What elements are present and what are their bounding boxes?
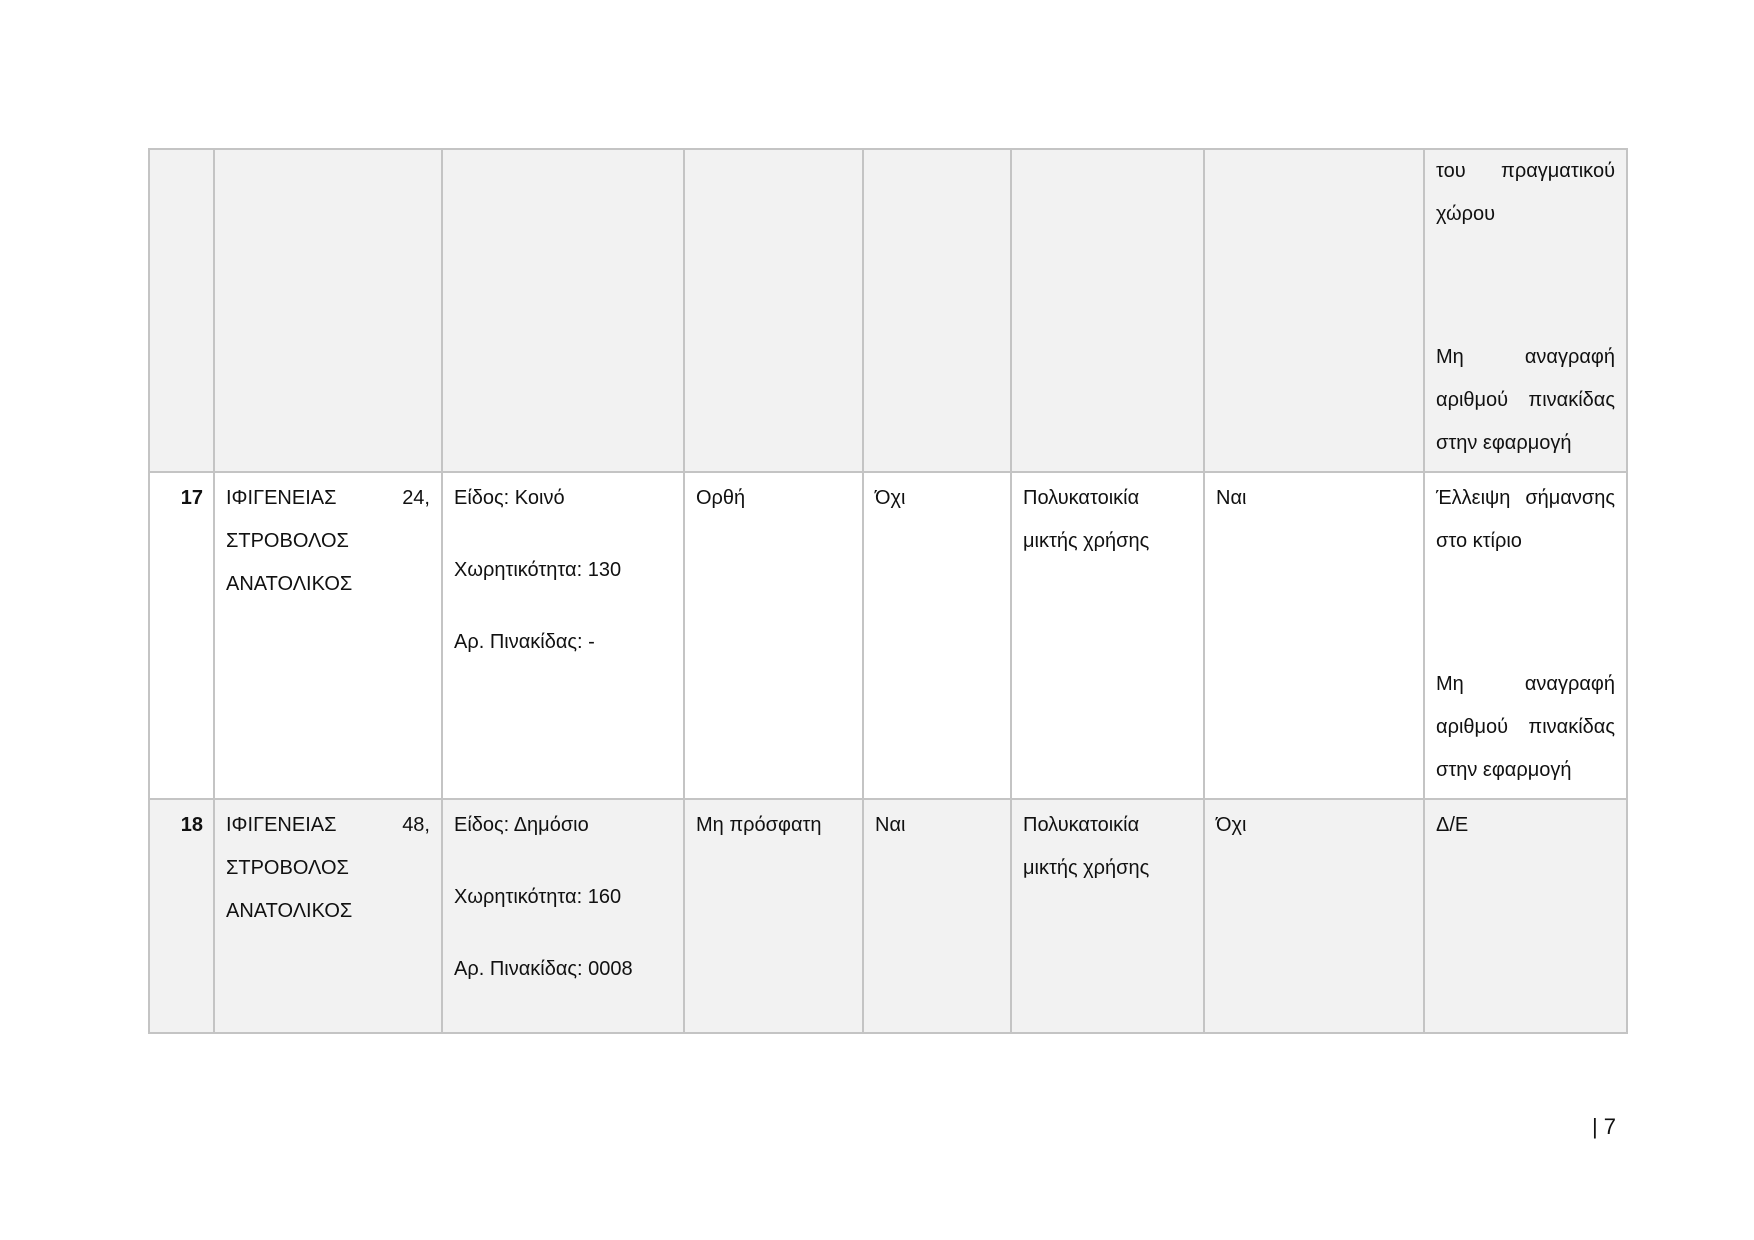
row-number-cell: 18 [149, 799, 214, 1033]
detail-plate: Αρ. Πινακίδας: - [454, 631, 595, 653]
yesno2-cell: Όχι [1204, 799, 1424, 1033]
yesno2-cell: Ναι [1204, 472, 1424, 799]
table-row [149, 799, 1627, 1033]
address-street: ΙΦΙΓΕΝΕΙΑΣ [226, 487, 337, 509]
yesno1-cell: Ναι [863, 799, 1011, 1033]
data-table [148, 148, 1628, 1034]
remark-text: Δ/Ε [1436, 814, 1469, 836]
address-line: ΣΤΡΟΒΟΛΟΣ [226, 530, 349, 552]
page-number: | 7 [1591, 1114, 1616, 1139]
address-cell [214, 472, 442, 799]
address-line: ΑΝΑΤΟΛΙΚΟΣ [226, 573, 353, 595]
remarks-cell [1424, 799, 1627, 1033]
condition-cell: Ορθή [684, 472, 863, 799]
row-number-cell [149, 149, 214, 472]
building-type-cell: Πολυκατοικία μικτής χρήσης [1011, 472, 1204, 799]
remarks-cell [1424, 149, 1627, 472]
yesno1-cell [863, 149, 1011, 472]
remark-text: Έλλειψη σήμανσης στο κτίριο [1436, 487, 1615, 552]
details-cell [442, 149, 684, 472]
building-type-cell: Πολυκατοικία μικτής χρήσης [1011, 799, 1204, 1033]
remark-text: Μη αναγραφή αριθμού πινακίδας στην εφαρμογή [1436, 673, 1615, 781]
remarks-cell [1424, 472, 1627, 799]
remark-text: του πραγματικού χώρου [1436, 160, 1615, 225]
detail-capacity: Χωρητικότητα: 130 [454, 559, 622, 581]
condition-cell: Μη πρόσφατη [684, 799, 863, 1033]
condition-cell [684, 149, 863, 472]
detail-type: Είδος: Δημόσιο [454, 814, 589, 836]
remark-text: Μη αναγραφή αριθμού πινακίδας στην εφαρμογή [1436, 346, 1615, 454]
row-number-cell: 17 [149, 472, 214, 799]
address-street: ΙΦΙΓΕΝΕΙΑΣ [226, 814, 337, 836]
building-type-cell [1011, 149, 1204, 472]
address-cell [214, 799, 442, 1033]
address-number: 48, [402, 814, 430, 836]
details-cell [442, 472, 684, 799]
detail-type: Είδος: Κοινό [454, 487, 565, 509]
address-line: ΣΤΡΟΒΟΛΟΣ [226, 857, 349, 879]
address-cell [214, 149, 442, 472]
detail-plate: Αρ. Πινακίδας: 0008 [454, 958, 633, 980]
detail-capacity: Χωρητικότητα: 160 [454, 886, 622, 908]
address-line: ΑΝΑΤΟΛΙΚΟΣ [226, 900, 353, 922]
table-row [149, 472, 1627, 799]
details-cell [442, 799, 684, 1033]
yesno2-cell [1204, 149, 1424, 472]
table-row [149, 149, 1627, 472]
address-number: 24, [402, 487, 430, 509]
yesno1-cell: Όχι [863, 472, 1011, 799]
